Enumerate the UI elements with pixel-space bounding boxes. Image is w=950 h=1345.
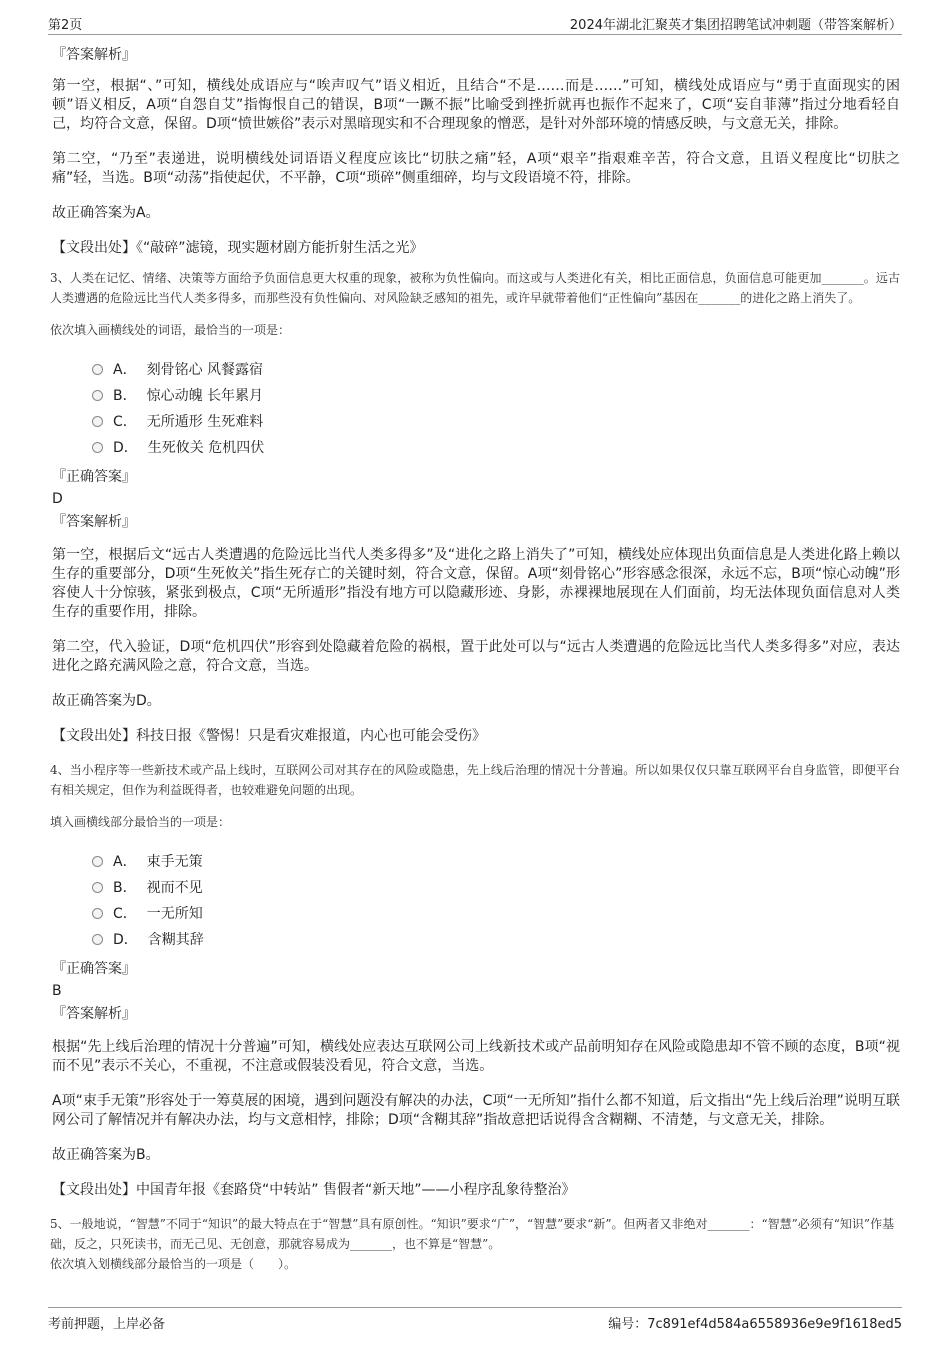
analysis-paragraph: 根据“先上线后治理的情况十分普遍”可知，横线处应表达互联网公司上线新技术或产品前明知存在风险或隐患却不管不顾的态度，B项“视而不见”表示不关心，不重视，不注意或假装没看见，符合文意，当选。 bbox=[52, 1039, 900, 1074]
question-5-text: 5、一般地说，“智慧”不同于“知识”的最大特点在于“智慧”具有原创性。“知识”要求“广”，“智慧”要求“新”。但两者又非绝对_______：“智慧”必须有“知识”作基础，反之，只死读书，而无己见、无创意，那就容易成为_______，也不算是“智慧”。 bbox=[50, 1217, 895, 1251]
radio-button-icon[interactable] bbox=[92, 908, 103, 919]
analysis-paragraph: 第二空，代入验证，D项“危机四伏”形容到处隐藏着危险的祸根，置于此处可以与“远古人类遭遇的危险远比当代人类多得多”对应，表达进化之路充满风险之意，符合文意，当选。 bbox=[52, 639, 900, 674]
question-3-options bbox=[92, 356, 900, 460]
radio-button-icon[interactable] bbox=[92, 390, 103, 401]
question-4-options bbox=[92, 848, 900, 952]
option-c[interactable]: C． 无所遁形 生死难料 bbox=[92, 408, 900, 434]
question-3-prompt: 依次填入画横线处的词语，最恰当的一项是： bbox=[50, 323, 291, 337]
question-3-text: 3、人类在记忆、情绪、决策等方面给予负面信息更大权重的现象，被称为负性偏向。而这或与人类进化有关，相比正面信息，负面信息可能更加_______。远古人类遭遇的危险远比当代人类多得多，而那些没有负性偏向、对风险缺乏感知的祖先，或许早就带着他们“正性偏向”基因在_______的进化之路上消失了。 bbox=[50, 271, 900, 305]
radio-button-icon[interactable] bbox=[92, 856, 103, 867]
option-b[interactable]: B． 视而不见 bbox=[92, 874, 900, 900]
correct-answer: D bbox=[52, 491, 63, 507]
option-a[interactable]: A． 刻骨铭心 风餐露宿 bbox=[92, 356, 900, 382]
source-citation: 【文段出处】《“敲碎”滤镜，现实题材剧方能折射生活之光》 bbox=[52, 240, 424, 256]
footer-slogan: 考前押题，上岸必备 bbox=[48, 1317, 166, 1332]
question-4-prompt: 填入画横线部分最恰当的一项是： bbox=[50, 815, 231, 829]
answer-heading: 『正确答案』 bbox=[52, 469, 136, 485]
document-id: 编号：7c891ef4d584a6558936e9e9f1618ed5 bbox=[608, 1317, 902, 1332]
analysis-paragraph: A项“束手无策”形容处于一筹莫展的困境，遇到问题没有解决的办法，C项“一无所知”指什么都不知道，后文指出“先上线后治理”说明互联网公司了解情况并有解决办法，均与文意相悖，排除；D项“含糊其辞”指故意把话说得含含糊糊、不清楚，与文意无关，排除。 bbox=[52, 1093, 900, 1128]
document-title: 2024年湖北汇聚英才集团招聘笔试冲刺题（带答案解析） bbox=[569, 18, 902, 33]
option-d[interactable]: D． 生死攸关 危机四伏 bbox=[92, 434, 900, 460]
radio-button-icon[interactable] bbox=[92, 416, 103, 427]
source-citation: 【文段出处】中国青年报《套路贷“中转站” 售假者“新天地”——小程序乱象待整治》 bbox=[52, 1182, 576, 1198]
page-number: 第2页 bbox=[48, 18, 83, 33]
analysis-paragraph: 第一空，根据“、”可知，横线处成语应与“唉声叹气”语义相近，且结合“不是……而是……”可知，横线处成语应与“勇于直面现实的困顿”语义相反，A项“自怨自艾”指悔恨自己的错误，B项“一蹶不振”比喻受到挫折就再也振作不起来了，C项“妄自菲薄”指过分地看轻自己，均符合文意，保留。D项“愤世嫉俗”表示对黑暗现实和不合理现象的憎恶，是针对外部环境的情感反映，与文意无关，排除。 bbox=[52, 78, 900, 132]
analysis-heading: 『答案解析』 bbox=[52, 47, 136, 63]
page-header bbox=[48, 14, 902, 35]
option-d[interactable]: D． 含糊其辞 bbox=[92, 926, 900, 952]
radio-button-icon[interactable] bbox=[92, 364, 103, 375]
question-4-text: 4、当小程序等一些新技术或产品上线时，互联网公司对其存在的风险或隐患，先上线后治理的情况十分普遍。所以如果仅仅只靠互联网平台自身监管，即便平台有相关规定，但作为利益既得者，也较难避免问题的出现。 bbox=[50, 763, 900, 797]
option-a[interactable]: A． 束手无策 bbox=[92, 848, 900, 874]
analysis-paragraph: 第一空，根据后文“远古人类遭遇的危险远比当代人类多得多”及“进化之路上消失了”可知，横线处应体现出负面信息是人类进化路上赖以生存的重要部分，D项“生死攸关”指生死存亡的关键时刻，符合文意，保留。A项“刻骨铭心”形容感念很深，永远不忘，B项“惊心动魄”形容使人十分惊骇，紧张到极点，C项“无所遁形”指没有地方可以隐藏形迹、身影，赤裸裸地展现在人们面前，均无法体现负面信息对人类生存的重要作用，排除。 bbox=[52, 547, 900, 620]
source-citation: 【文段出处】科技日报《警惕！只是看灾难报道，内心也可能会受伤》 bbox=[52, 728, 486, 744]
analysis-paragraph: 第二空，“乃至”表递进，说明横线处词语语义程度应该比“切肤之痛”轻，A项“艰辛”指艰难辛苦，符合文意，且语义程度比“切肤之痛”轻，当选。B项“动荡”指使起伏，不平静，C项“琐碎”侧重细碎，均与文段语境不符，排除。 bbox=[52, 151, 900, 186]
answer-heading: 『正确答案』 bbox=[52, 961, 136, 977]
answer-conclusion: 故正确答案为D。 bbox=[52, 693, 161, 709]
radio-button-icon[interactable] bbox=[92, 442, 103, 453]
page-footer bbox=[48, 1307, 902, 1335]
answer-conclusion: 故正确答案为B。 bbox=[52, 1147, 160, 1163]
radio-button-icon[interactable] bbox=[92, 882, 103, 893]
option-c[interactable]: C． 一无所知 bbox=[92, 900, 900, 926]
document-body bbox=[52, 42, 900, 1274]
analysis-heading: 『答案解析』 bbox=[52, 514, 136, 530]
radio-button-icon[interactable] bbox=[92, 934, 103, 945]
option-b[interactable]: B． 惊心动魄 长年累月 bbox=[92, 382, 900, 408]
analysis-heading: 『答案解析』 bbox=[52, 1006, 136, 1022]
question-5-prompt: 依次填入划横线部分最恰当的一项是（ ）。 bbox=[50, 1257, 297, 1271]
answer-conclusion: 故正确答案为A。 bbox=[52, 205, 160, 221]
correct-answer: B bbox=[52, 983, 62, 999]
